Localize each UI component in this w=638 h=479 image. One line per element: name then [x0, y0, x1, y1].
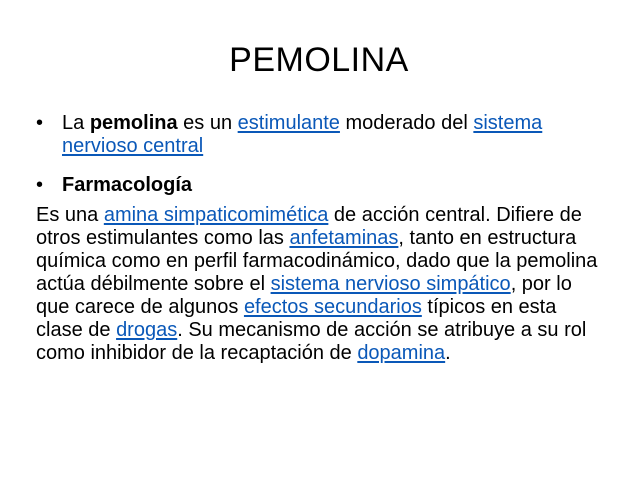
link-dopamina[interactable]: dopamina — [357, 342, 446, 364]
body-text: Es una — [36, 204, 104, 226]
intro-text: La — [62, 112, 90, 134]
link-estimulante[interactable]: estimulante — [237, 112, 340, 134]
spacer — [36, 158, 606, 174]
pemolina-bold: pemolina — [89, 112, 178, 134]
body-text: . Su mecanismo de acción se atribuye a su rol como inhibidor de la recaptación de — [36, 319, 587, 364]
bullet-mark: • — [36, 174, 44, 196]
body-text: de acción central. Difiere de otros estimulantes como las — [36, 204, 582, 249]
body-paragraph — [36, 204, 606, 365]
intro-text: moderado del — [339, 112, 474, 134]
body-text: , tanto en estructura química como en perfil farmacodinámico, dado que la pemolina actúa débilmente sobre el — [36, 227, 598, 295]
body-text: , por lo que carece de algunos — [36, 273, 572, 318]
link-sistema-nervioso-central[interactable]: sistema nervioso central — [62, 112, 543, 157]
body-text: típicos en esta clase de — [36, 296, 557, 341]
link-amina-simpaticomimetica[interactable]: amina simpaticomimética — [103, 204, 329, 226]
intro-bullet — [36, 112, 606, 158]
body-text: . — [445, 342, 451, 364]
section-bullet — [36, 174, 606, 197]
slide-title: PEMOLINA — [229, 41, 409, 79]
link-efectos-secundarios[interactable]: efectos secundarios — [243, 296, 422, 318]
link-drogas[interactable]: drogas — [116, 319, 178, 341]
intro-text: es un — [177, 112, 238, 134]
link-anfetaminas[interactable]: anfetaminas — [289, 227, 399, 249]
section-heading: Farmacología — [62, 174, 193, 196]
bullet-mark: • — [36, 112, 44, 134]
link-sistema-nervioso-simpatico[interactable]: sistema nervioso simpático — [270, 273, 511, 295]
slide-content — [36, 112, 606, 365]
